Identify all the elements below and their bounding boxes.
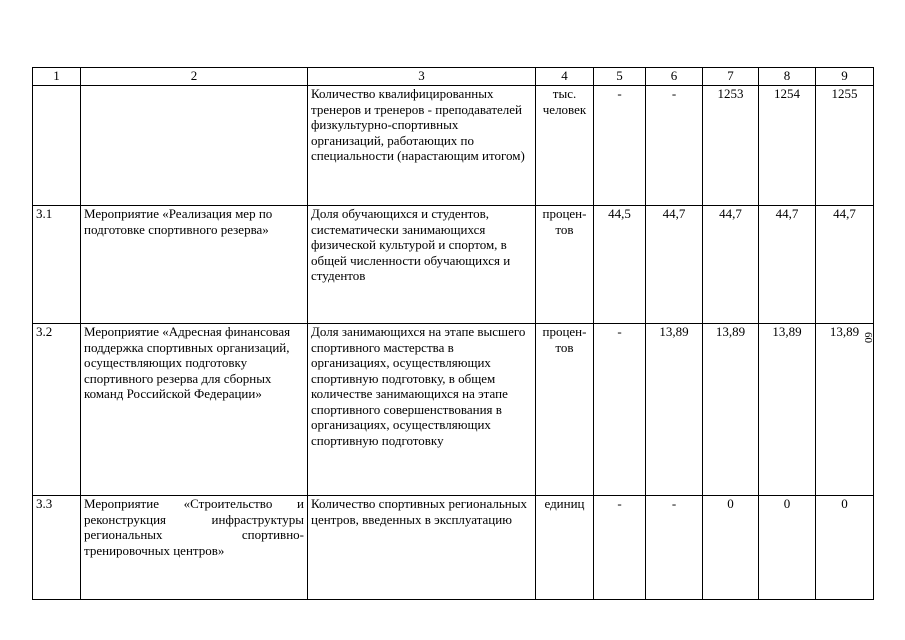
header-cell-8: 8 xyxy=(759,68,816,86)
value-col-5: - xyxy=(594,496,646,600)
value-col-6: 44,7 xyxy=(646,206,703,324)
indicator-name: Количество квалифицированных тренеров и тренеров - преподавателей физкультурно-спортивных организаций, работающих по специальности (нарастающим итогом) xyxy=(308,86,536,206)
indicators-table xyxy=(32,67,874,600)
header-cell-3: 3 xyxy=(308,68,536,86)
table-row xyxy=(33,324,874,496)
unit-cell: тыс. человек xyxy=(536,86,594,206)
table-row xyxy=(33,496,874,600)
header-cell-6: 6 xyxy=(646,68,703,86)
value-col-7: 13,89 xyxy=(703,324,759,496)
value-col-9: 13,89 xyxy=(816,324,874,496)
value-col-5: - xyxy=(594,86,646,206)
unit-cell: процен-тов xyxy=(536,324,594,496)
value-col-6: - xyxy=(646,86,703,206)
value-col-8: 0 xyxy=(759,496,816,600)
event-name xyxy=(81,86,308,206)
event-name: Мероприятие «Реализация мер по подготовке спортивного резерва» xyxy=(81,206,308,324)
row-number: 3.2 xyxy=(33,324,81,496)
value-col-7: 1253 xyxy=(703,86,759,206)
value-col-5: 44,5 xyxy=(594,206,646,324)
header-cell-2: 2 xyxy=(81,68,308,86)
value-col-9: 1255 xyxy=(816,86,874,206)
event-name: Мероприятие «Адресная финансовая поддержка спортивных организаций, осуществляющих подготовку спортивного резерва для сборных команд Российской Федерации» xyxy=(81,324,308,496)
row-number: 3.3 xyxy=(33,496,81,600)
row-number xyxy=(33,86,81,206)
header-cell-9: 9 xyxy=(816,68,874,86)
table-row xyxy=(33,86,874,206)
value-col-9: 0 xyxy=(816,496,874,600)
value-col-8: 44,7 xyxy=(759,206,816,324)
value-col-8: 1254 xyxy=(759,86,816,206)
header-cell-7: 7 xyxy=(703,68,759,86)
header-row xyxy=(33,68,874,86)
header-cell-5: 5 xyxy=(594,68,646,86)
indicator-name: Количество спортивных региональных центров, введенных в эксплуатацию xyxy=(308,496,536,600)
value-col-7: 44,7 xyxy=(703,206,759,324)
header-cell-1: 1 xyxy=(33,68,81,86)
event-name: Мероприятие «Строительство и реконструкция инфраструктуры региональных спортивно-тренировочных центров» xyxy=(81,496,308,600)
value-col-8: 13,89 xyxy=(759,324,816,496)
unit-cell: единиц xyxy=(536,496,594,600)
value-col-7: 0 xyxy=(703,496,759,600)
value-col-9: 44,7 xyxy=(816,206,874,324)
page-number: 60 xyxy=(862,332,874,343)
value-col-6: 13,89 xyxy=(646,324,703,496)
table-row xyxy=(33,206,874,324)
unit-cell: процен-тов xyxy=(536,206,594,324)
indicator-name: Доля обучающихся и студентов, систематически занимающихся физической культурой и спортом, в общей численности обучающихся и студентов xyxy=(308,206,536,324)
header-cell-4: 4 xyxy=(536,68,594,86)
row-number: 3.1 xyxy=(33,206,81,324)
value-col-5: - xyxy=(594,324,646,496)
indicator-name: Доля занимающихся на этапе высшего спортивного мастерства в организациях, осуществляющих спортивную подготовку, в общем количестве занимающихся на этапе спортивного совершенствования в организациях, осуществляющих спортивную подготовку xyxy=(308,324,536,496)
value-col-6: - xyxy=(646,496,703,600)
